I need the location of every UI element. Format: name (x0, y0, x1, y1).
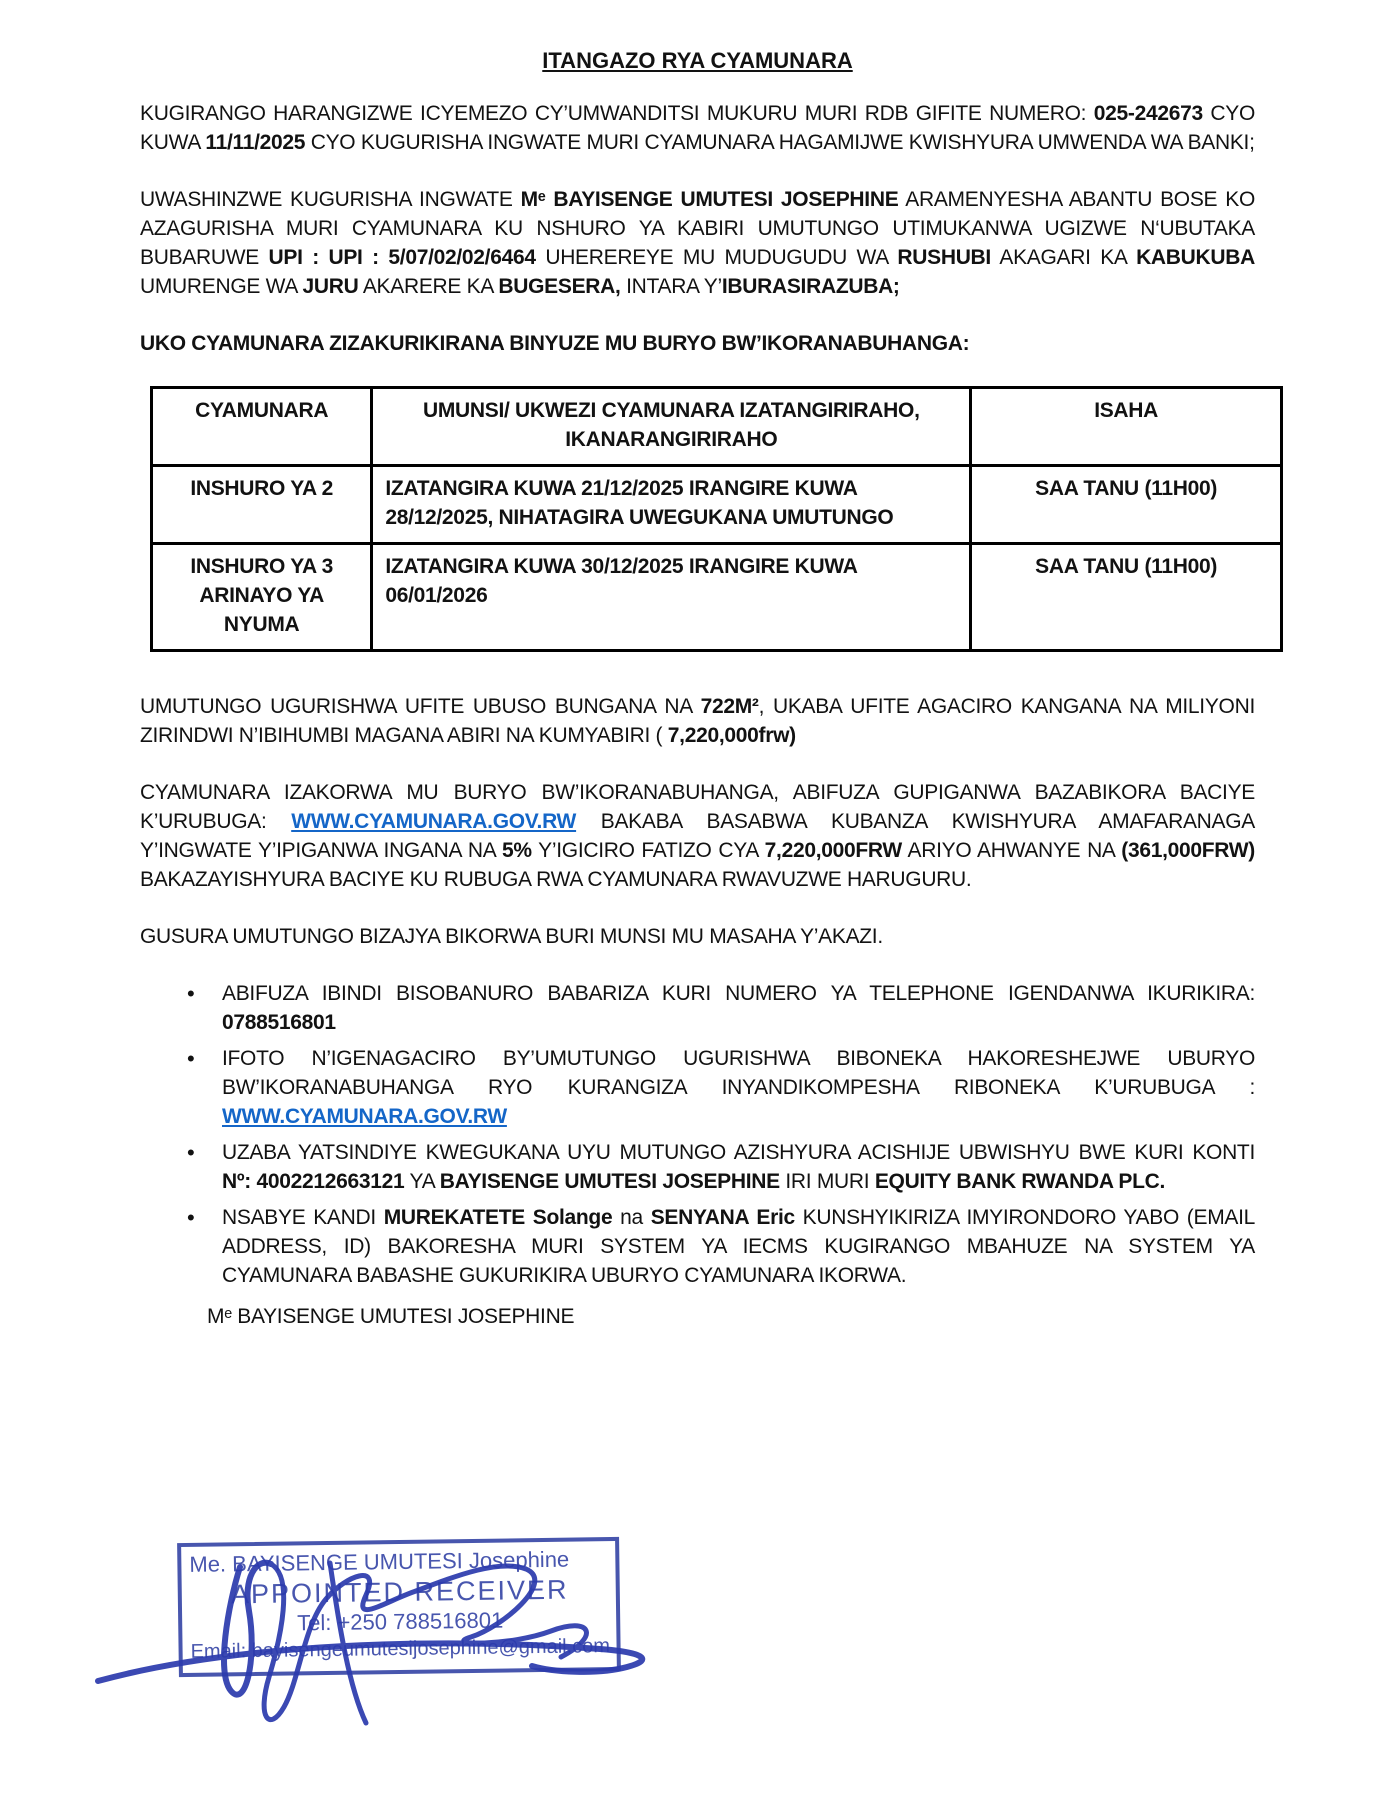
decision-date: 11/11/2025 (205, 131, 306, 154)
text-run: , UKABA UFITE AGACIRO KANGANA NA MILIYONI ZIRINDWI N’IBIHUMBI MAGANA ABIRI NA KUMYABIRI ( (140, 695, 1255, 747)
text-run: na (612, 1206, 651, 1229)
sector-name: JURU (302, 275, 359, 298)
cyamunara-website-link[interactable]: WWW.CYAMUNARA.GOV.RW (222, 1105, 507, 1128)
text-run: KUNSHYIKIRIZA IMYIRONDORO YABO (EMAIL ADDRESS, ID) BAKORESHA MURI SYSTEM YA IECMS KUGIRANGO MBAHUZE NA SYSTEM YA CYAMUNARA BABASHE GUKURIKIRA UBURYO CYAMUNARA IKORWA. (222, 1206, 1256, 1287)
text-run: YA (404, 1170, 440, 1193)
text-run: ABIFUZA IBINDI BISOBANURO BABARIZA KURI NUMERO YA TELEPHONE IGENDANWA IKURIKIRA: (222, 982, 1255, 1005)
text-run: AKAGARI KA (990, 246, 1137, 269)
list-item-photos (140, 1044, 1255, 1131)
auction-schedule-table (150, 386, 1283, 652)
text-run: IFOTO N’IGENAGACIRO BY’UMUTUNGO UGURISHWA BIBONEKA HAKORESHEJWE UBURYO BW’IKORANABUHANGA RYO KURANGIZA INYANDIKOMPESHA RIBONEKA K’URUBUGA : (222, 1047, 1255, 1099)
base-price: 7,220,000FRW (764, 839, 902, 862)
plot-area: 722M² (700, 695, 759, 718)
auction-time: SAA TANU (11H00) (971, 544, 1282, 651)
receiver-stamp (177, 1537, 621, 1677)
auction-time: SAA TANU (11H00) (971, 466, 1282, 544)
text-run: CYO KUWA (140, 102, 1255, 154)
stamp-email-line: Email: bayisengeumutesijosephine@gmail.com (190, 1635, 611, 1663)
text-run: UHEREREYE MU MUDUGUDU WA (535, 246, 898, 269)
province-name: IBURASIRAZUBA; (721, 275, 900, 298)
text-run: ARAMENYESHA ABANTU BOSE KO AZAGURISHA MURI CYAMUNARA KU NSHURO YA KABIRI UMUTUNGO UTIMUKANWA UGIZWE N‘UBUTAKA BUBARUWE (140, 188, 1255, 269)
page-title: ITANGAZO RYA CYAMUNARA (542, 48, 853, 73)
column-header-dates: UMUNSI/ UKWEZI CYAMUNARA IZATANGIRIRAHO, IKANARANGIRIRAHO (372, 388, 971, 466)
text-run: BAKAZAYISHYURA BACIYE KU RUBUGA RWA CYAMUNARA RWAVUZWE HARUGURU. (140, 868, 972, 891)
table-row (152, 544, 1282, 651)
stamp-phone-line: Tel: +250 788516801 (296, 1607, 504, 1636)
schedule-heading: UKO CYAMUNARA ZIZAKURIKIRANA BINYUZE MU BURYO BW’IKORANABUHANGA: (140, 332, 970, 355)
text-run: UMUTUNGO UGURISHWA UFITE UBUSO BUNGANA NA (140, 695, 701, 718)
text-run: Y’IGICIRO FATIZO CYA (531, 839, 765, 862)
text-run: ARIYO AHWANYE NA (901, 839, 1122, 862)
paragraph-bidding (140, 778, 1255, 894)
cyamunara-website-link[interactable]: WWW.CYAMUNARA.GOV.RW (291, 810, 577, 833)
bank-name: EQUITY BANK RWANDA PLC. (874, 1170, 1166, 1193)
receiver-name: Mᵉ BAYISENGE UMUTESI JOSEPHINE (520, 188, 899, 211)
text-run: CYO KUGURISHA INGWATE MURI CYAMUNARA HAGAMIJWE KWISHYURA UMWENDA WA BANKI; (305, 131, 1255, 154)
text-run: KUGIRANGO HARANGIZWE ICYEMEZO CY’UMWANDITSI MUKURU MURI RDB GIFITE NUMERO: (140, 102, 1094, 125)
signoff-name: Mᵉ BAYISENGE UMUTESI JOSEPHINE (207, 1305, 575, 1328)
text-run: UWASHINZWE KUGURISHA INGWATE (140, 188, 521, 211)
property-value: 7,220,000frw) (667, 724, 796, 747)
paragraph-receiver (140, 185, 1255, 301)
notice-bullet-list (140, 979, 1255, 1290)
list-item-payment (140, 1138, 1255, 1196)
column-header-isaha: ISAHA (971, 388, 1282, 466)
text-run: IRI MURI (779, 1170, 875, 1193)
account-holder: BAYISENGE UMUTESI JOSEPHINE (439, 1170, 780, 1193)
text-run: INTARA Y’ (620, 275, 722, 298)
text-run: UZABA YATSINDIYE KWEGUKANA UYU MUTUNGO AZISHYURA ACISHIJE UBWISHYU BWE KURI KONTI (222, 1141, 1255, 1164)
paragraph-property-value (140, 692, 1255, 750)
debtor-name-2: SENYANA Eric (650, 1206, 795, 1229)
paragraph-visits: GUSURA UMUTUNGO BIZAJYA BIKORWA BURI MUNSI MU MASAHA Y’AKAZI. (140, 925, 883, 948)
column-header-cyamunara: CYAMUNARA (152, 388, 372, 466)
text-run: AKARERE KA (358, 275, 499, 298)
account-number: Nº: 4002212663121 (222, 1170, 405, 1193)
cell-name: KABUKUBA (1136, 246, 1255, 269)
table-row (152, 466, 1282, 544)
text-run: NSABYE KANDI (222, 1206, 384, 1229)
auction-round: INSHURO YA 2 (152, 466, 372, 544)
stamp-title-line: APPOINTED RECEIVER (230, 1574, 569, 1610)
auction-dates: IZATANGIRA KUWA 21/12/2025 IRANGIRE KUWA 28/12/2025, NIHATAGIRA UWEGUKANA UMUTUNGO (372, 466, 971, 544)
decision-number: 025-242673 (1093, 102, 1203, 125)
text-run: BAKABA BASABWA KUBANZA KWISHYURA AMAFARANAGA Y’INGWATE Y’IPIGANWA INGANA NA (140, 810, 1255, 862)
list-item-debtors (140, 1203, 1255, 1290)
deposit-percent: 5% (502, 839, 532, 862)
text-run: CYAMUNARA IZAKORWA MU BURYO BW’IKORANABUHANGA, ABIFUZA GUPIGANWA BAZABIKORA BACIYE K’URUBUGA: (140, 781, 1255, 833)
district-name: BUGESERA, (498, 275, 621, 298)
paragraph-decision (140, 99, 1255, 157)
list-item-phone (140, 979, 1255, 1037)
phone-number: 0788516801 (222, 1011, 336, 1034)
table-header-row (152, 388, 1282, 466)
village-name: RUSHUBI (897, 246, 991, 269)
deposit-amount: (361,000FRW) (1121, 839, 1255, 862)
stamp-name-line: Me. BAYISENGE UMUTESI Josephine (189, 1546, 570, 1577)
upi-number: UPI : UPI : 5/07/02/02/6464 (268, 246, 536, 269)
auction-dates: IZATANGIRA KUWA 30/12/2025 IRANGIRE KUWA 06/01/2026 (372, 544, 971, 651)
debtor-name-1: MUREKATETE Solange (383, 1206, 613, 1229)
auction-round: INSHURO YA 3 ARINAYO YA NYUMA (152, 544, 372, 651)
text-run: UMURENGE WA (140, 275, 303, 298)
